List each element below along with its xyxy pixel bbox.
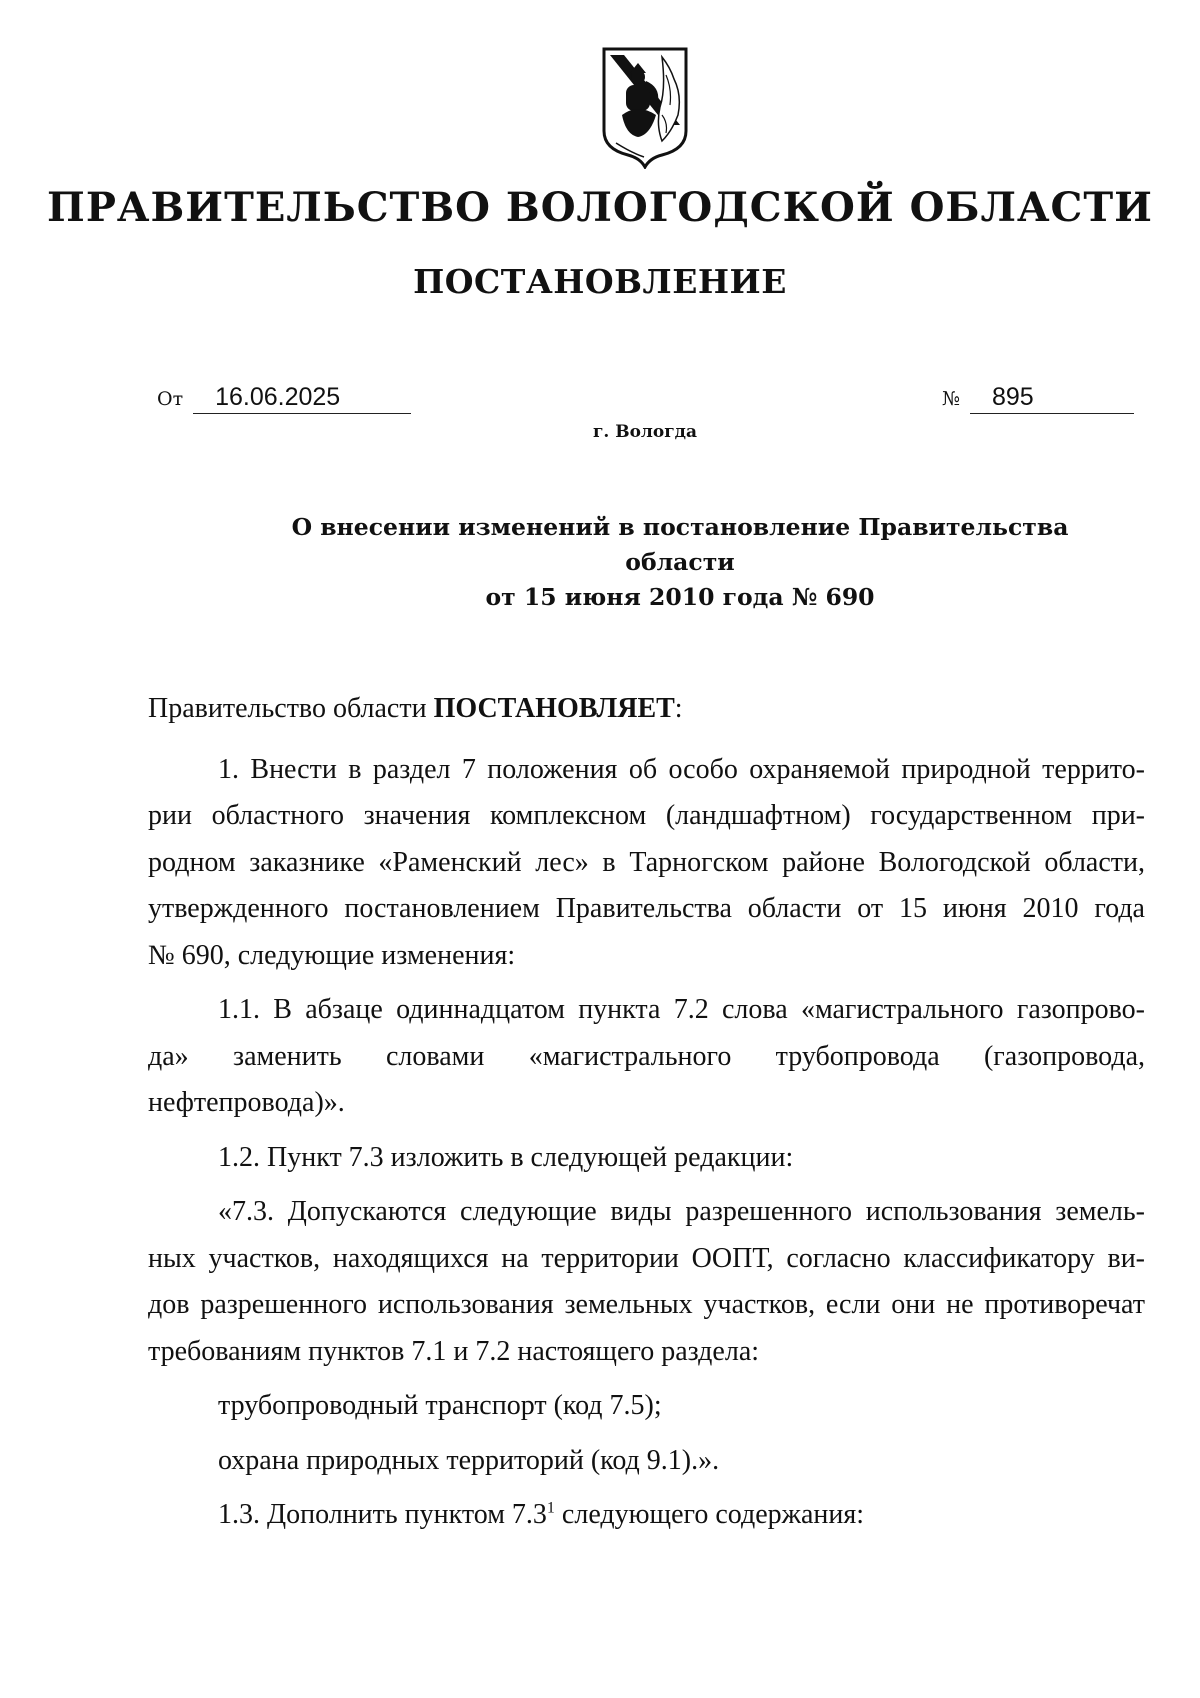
paragraph-1 xyxy=(148,747,1145,980)
paragraph-1-1-line-1: 1.1. В абзаце одиннадцатом пункта 7.2 слова «магистрального газопрово- xyxy=(218,994,1145,1025)
document-subject xyxy=(265,510,1095,615)
document-date: 16.06.2025 xyxy=(193,384,411,414)
document-body xyxy=(148,686,1145,1547)
paragraph-1-3 xyxy=(148,1492,1145,1539)
paragraph-7-3-line-1: «7.3. Допускаются следующие виды разрешенного использования земель- xyxy=(218,1196,1145,1227)
paragraph-1-3-end: следующего содержания: xyxy=(554,1499,865,1530)
paragraph-7-3-line-2: ных участков, находящихся на территории ООПТ, согласно классификатору ви- xyxy=(148,1242,1145,1274)
paragraph-1-3-start: 1.3. Дополнить пунктом 7.3 xyxy=(218,1499,547,1530)
coat-of-arms-icon xyxy=(600,45,690,169)
document-date-block xyxy=(157,384,411,414)
paragraph-7-3-line-3: дов разрешенного использования земельных участков, если они не противоречат xyxy=(148,1289,1145,1320)
paragraph-1-line-5: № 690, следующие изменения: xyxy=(148,939,516,971)
paragraph-1-line-2: рии областного значения комплексном (ландшафтном) государственном при- xyxy=(148,800,1145,831)
paragraph-1-line-1: 1. Внести в раздел 7 положения об особо охраняемой природной террито- xyxy=(218,753,1145,785)
list-item-pipeline: трубопроводный транспорт (код 7.5); xyxy=(218,1390,662,1421)
city-label: г. Вологда xyxy=(592,422,698,442)
subject-line-1: О внесении изменений в постановление Правительства области xyxy=(291,513,1069,576)
subject-line-2: от 15 июня 2010 года № 690 xyxy=(485,583,875,611)
number-prefix: № xyxy=(942,388,960,410)
coat-of-arms-emblem xyxy=(600,45,690,169)
opening-text: Правительство области xyxy=(148,693,434,724)
paragraph-1-1-line-3: нефтепровода)». xyxy=(148,1087,345,1118)
paragraph-1-2: 1.2. Пункт 7.3 изложить в следующей редакции: xyxy=(218,1141,794,1173)
paragraph-7-3 xyxy=(148,1189,1145,1375)
organization-title: ПРАВИТЕЛЬСТВО ВОЛОГОДСКОЙ ОБЛАСТИ xyxy=(47,184,1153,231)
document-number-block xyxy=(942,384,1134,414)
paragraph-1-1 xyxy=(148,987,1145,1127)
document-type-heading: ПОСТАНОВЛЕНИЕ xyxy=(413,262,787,301)
resolves-keyword: ПОСТАНОВЛЯЕТ xyxy=(433,693,675,724)
paragraph-1-1-line-2: да» заменить словами «магистрального трубопровода (газопровода, xyxy=(148,1040,1145,1072)
paragraph-1-3-superscript: 1 xyxy=(546,1499,555,1517)
paragraph-1-line-4: утвержденного постановлением Правительства области от 15 июня 2010 года xyxy=(148,893,1145,924)
date-prefix: От xyxy=(157,388,184,410)
resolution-opening xyxy=(148,686,1145,733)
document-number: 895 xyxy=(970,384,1134,414)
list-item-nature-protection: охрана природных территорий (код 9.1).». xyxy=(218,1444,720,1476)
paragraph-1-line-3: родном заказнике «Раменский лес» в Тарногском районе Вологодской области, xyxy=(148,846,1145,878)
opening-colon: : xyxy=(674,693,683,724)
paragraph-7-3-line-4: требованиям пунктов 7.1 и 7.2 настоящего раздела: xyxy=(148,1335,760,1367)
